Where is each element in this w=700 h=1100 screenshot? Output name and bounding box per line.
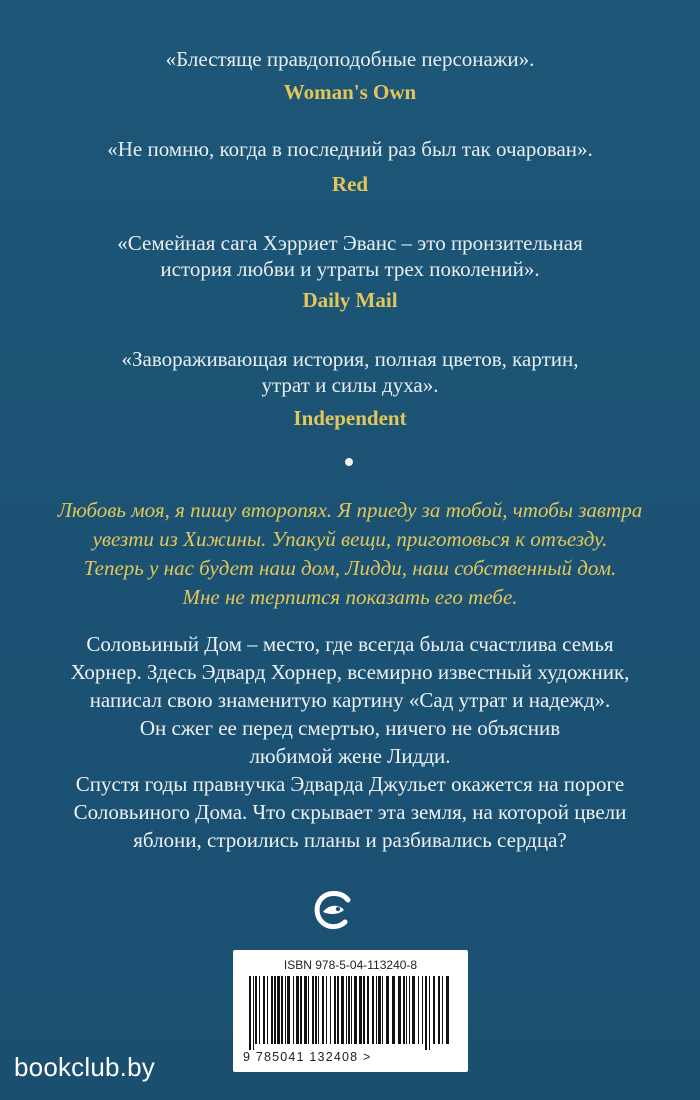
- barcode-bar: [418, 976, 419, 1044]
- barcode-bar: [277, 976, 280, 1044]
- synopsis-line: Спустя годы правнучка Эдварда Джульет окажется на пороге: [75, 772, 625, 796]
- separator-dot: [345, 458, 353, 466]
- barcode-bar: [367, 976, 369, 1044]
- barcode-bar: [446, 976, 449, 1044]
- barcode-bar: [285, 976, 286, 1044]
- barcode-bar: [425, 976, 427, 1050]
- barcode-bar: [341, 976, 344, 1044]
- barcode-bar: [348, 976, 350, 1044]
- barcode-bar: [334, 976, 336, 1044]
- review-source: Independent: [293, 406, 407, 430]
- review-source: Daily Mail: [302, 288, 398, 312]
- synopsis-line: яблони, строились планы и разбивались сердца?: [133, 828, 567, 852]
- barcode-bar: [378, 976, 381, 1044]
- review-quote-line: «Блестяще правдоподобные персонажи».: [165, 47, 535, 71]
- barcode-bar: [433, 976, 435, 1044]
- review-quote: [0, 46, 700, 72]
- barcode-bar: [267, 976, 268, 1044]
- barcode-bar: [372, 976, 374, 1044]
- barcode-bar: [422, 976, 423, 1044]
- synopsis-line: Соловьиного Дома. Что скрывает эта земля, на которой цвели: [73, 800, 627, 824]
- barcode-bar: [442, 976, 443, 1044]
- barcode-bar: [281, 976, 283, 1044]
- barcode-bar: [398, 976, 401, 1044]
- barcode-bar: [330, 976, 331, 1044]
- barcode-bar: [315, 976, 317, 1044]
- review-quote: [0, 346, 700, 398]
- barcode-bar: [363, 976, 365, 1044]
- barcode-bar: [300, 976, 302, 1044]
- barcode-bar: [304, 976, 307, 1044]
- barcode-bar: [392, 976, 395, 1044]
- barcode-bar: [386, 976, 389, 1044]
- barcode-bars: [243, 976, 458, 1050]
- barcode-bar: [351, 976, 352, 1044]
- isbn-barcode: [233, 950, 468, 1072]
- barcode-bar: [287, 976, 290, 1044]
- letter-line: Любовь моя, я пишу второпях. Я приеду за тобой, чтобы завтра: [57, 498, 643, 522]
- barcode-bar: [337, 976, 339, 1044]
- barcode-bar: [249, 976, 251, 1050]
- barcode-bar: [259, 976, 260, 1044]
- barcode-bar: [438, 976, 440, 1044]
- barcode-bar: [412, 976, 415, 1044]
- review-quote-line: история любви и утраты трех поколений».: [160, 257, 540, 281]
- barcode-digits: 9 785041 132408 >: [243, 1050, 372, 1064]
- synopsis-line: Соловьиный Дом – место, где всегда была счастлива семья: [86, 632, 614, 656]
- barcode-bar: [326, 976, 327, 1044]
- site-watermark: bookclub.by: [14, 1052, 155, 1082]
- letter-line: Теперь у нас будет наш дом, Лидди, наш собственный дом.: [83, 556, 617, 580]
- review-quote-line: утрат и силы духа».: [261, 373, 439, 397]
- isbn-label: ISBN 978-5-04-113240-8: [283, 958, 418, 972]
- barcode-bar: [263, 976, 265, 1044]
- barcode-bar: [429, 976, 430, 1050]
- barcode-bar: [312, 976, 314, 1044]
- barcode-bar: [403, 976, 405, 1044]
- barcode-bar: [409, 976, 410, 1044]
- review-quote: [0, 136, 700, 162]
- barcode-bar: [318, 976, 319, 1044]
- barcode-bar: [376, 976, 377, 1044]
- barcode-bar: [253, 976, 254, 1050]
- synopsis-line: написал свою знаменитую картину «Сад утрат и надежд».: [89, 688, 611, 712]
- eksmo-logo-icon: [311, 888, 355, 932]
- barcode-bar: [293, 976, 294, 1044]
- letter-line: Мне не терпится показать его тебе.: [182, 585, 518, 609]
- synopsis-line: любимой жене Лидди.: [249, 744, 451, 768]
- barcode-bar: [359, 976, 362, 1044]
- review-quote-line: «Завораживающая история, полная цветов, картин,: [121, 347, 579, 371]
- barcode-bar: [296, 976, 299, 1044]
- review-source: Woman's Own: [283, 80, 417, 104]
- barcode-bar: [271, 976, 273, 1044]
- review-quote: [0, 230, 700, 282]
- barcode-bar: [308, 976, 309, 1044]
- barcode-bar: [346, 976, 347, 1044]
- synopsis-line: Он сжег ее перед смертью, ничего не объяснив: [139, 716, 561, 740]
- review-quote-line: «Не помню, когда в последний раз был так очарован».: [107, 137, 593, 161]
- barcode-bar: [322, 976, 324, 1044]
- review-quote-line: «Семейная сага Хэрриет Эванс – это пронзительная: [117, 231, 583, 255]
- synopsis: [0, 630, 700, 854]
- review-source: Red: [331, 172, 369, 196]
- barcode-bar: [274, 976, 276, 1044]
- letter-excerpt: [0, 496, 700, 612]
- barcode-bar: [354, 976, 357, 1044]
- barcode-bar: [255, 976, 257, 1044]
- letter-line: увезти из Хижины. Упакуй вещи, приготовься к отъезду.: [92, 527, 608, 551]
- barcode-bar: [382, 976, 383, 1044]
- synopsis-line: Хорнер. Здесь Эдвард Хорнер, всемирно известный художник,: [70, 660, 630, 684]
- barcode-bar: [406, 976, 407, 1044]
